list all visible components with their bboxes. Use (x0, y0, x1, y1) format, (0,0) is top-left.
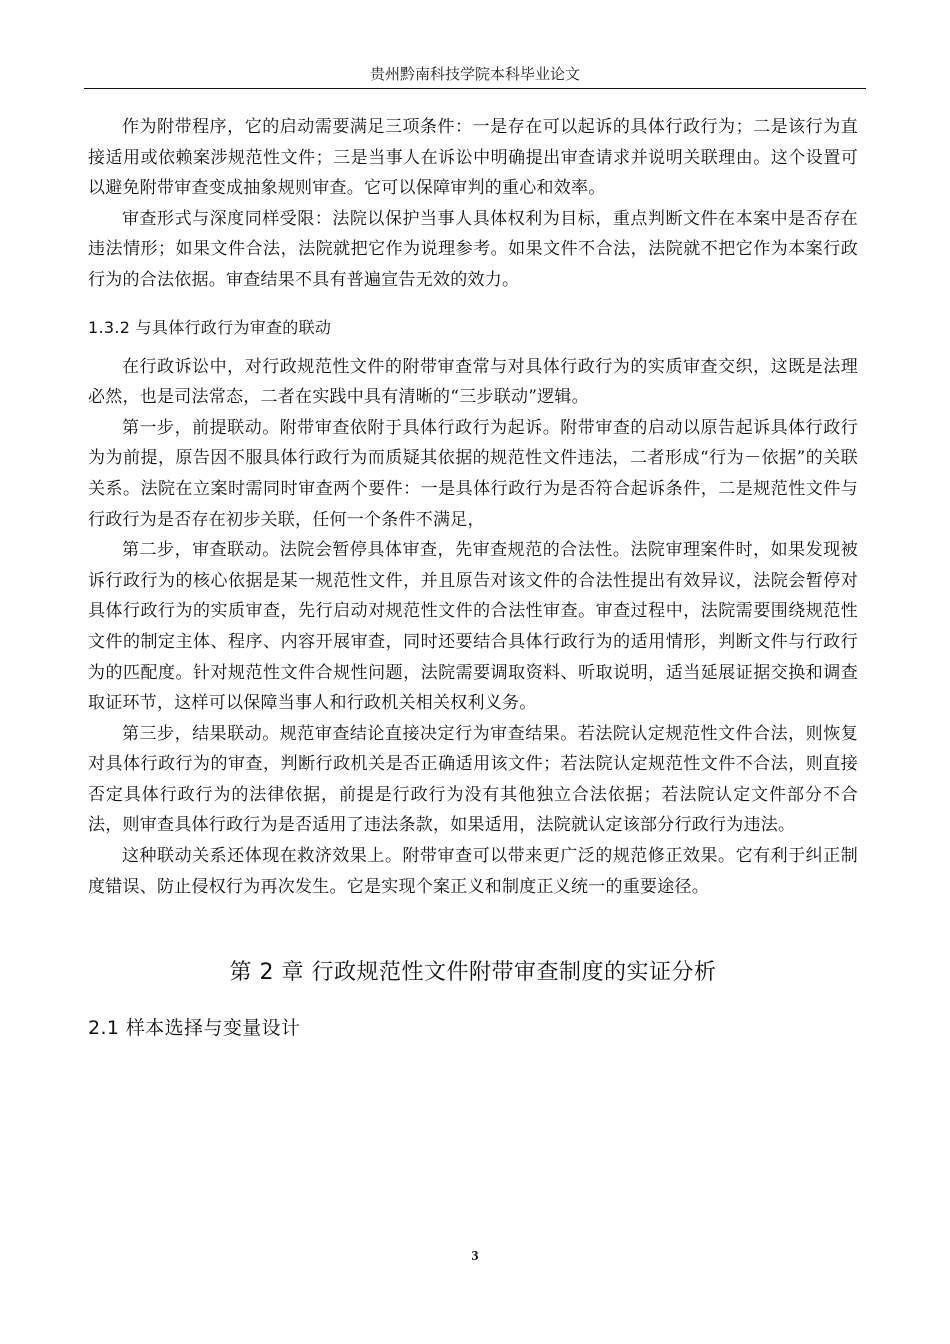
section-heading-1-3-2: 1.3.2 与具体行政行为审查的联动 (88, 317, 332, 337)
body-paragraph: 第一步，前提联动。附带审查依附于具体行政行为起诉。附带审查的启动以原告起诉具体行政行为为前提，原告因不服具体行政行为而质疑其依据的规范性文件违法，二者形成“行为－依据”的关联关系。法院在立案时需同时审查两个要件：一是具体行政行为是否符合起诉条件，二是规范性文件与行政行为是否存在初步关联，任何一个条件不满足， (88, 417, 858, 530)
chapter-heading: 第 2 章 行政规范性文件附带审查制度的实证分析 (229, 960, 717, 986)
page-number: 3 (471, 1249, 479, 1264)
body-paragraph: 第二步，审查联动。法院会暂停具体审查，先审查规范的合法性。法院审理案件时，如果发现被诉行政行为的核心依据是某一规范性文件，并且原告对该文件的合法性提出有效异议，法院会暂停对具体行政行为的实质审查，先行启动对规范性文件的合法性审查。审查过程中，法院需要围绕规范性文件的制定主体、程序、内容开展审查，同时还要结合具体行政行为的适用情形，判断文件与行政行为的匹配度。针对规范性文件合规性问题，法院需要调取资料、听取说明，适当延展证据交换和调查取证环节，这样可以保障当事人和行政机关相关权利义务。 (88, 540, 858, 714)
body-paragraph: 这种联动关系还体现在救济效果上。附带审查可以带来更广泛的规范修正效果。它有利于纠正制度错误、防止侵权行为再次发生。它是实现个案正义和制度正义统一的重要途径。 (88, 846, 858, 897)
body-paragraph: 在行政诉讼中，对行政规范性文件的附带审查常与对具体行政行为的实质审查交织，这既是法理必然，也是司法常态，二者在实践中具有清晰的“三步联动”逻辑。 (88, 356, 858, 408)
running-header: 贵州黔南科技学院本科毕业论文 (369, 65, 580, 83)
body-paragraph: 作为附带程序，它的启动需要满足三项条件：一是存在可以起诉的具体行政行为；二是该行为直接适用或依赖案涉规范性文件；三是当事人在诉讼中明确提出审查请求并说明关联理由。这个设置可以避免附带审查变成抽象规则审查。它可以保障审判的重心和效率。 (88, 117, 858, 199)
page-body (88, 112, 858, 1042)
section-heading-2-1: 2.1 样本选择与变量设计 (88, 1017, 301, 1040)
body-paragraph: 第三步，结果联动。规范审查结论直接决定行为审查结果。若法院认定规范性文件合法，则恢复对具体行政行为的审查，判断行政机关是否正确适用该文件；若法院认定规范性文件不合法，则直接否定具体行政行为的法律依据，前提是行政行为没有其他独立合法依据；若法院认定文件部分不合法，则审查具体行政行为是否适用了违法条款，如果适用，法院就认定该部分行政行为违法。 (88, 723, 858, 836)
header-divider (84, 88, 866, 89)
body-paragraph: 审查形式与深度同样受限：法院以保护当事人具体权利为目标，重点判断文件在本案中是否存在违法情形；如果文件合法，法院就把它作为说理参考。如果文件不合法，法院就不把它作为本案行政行为的合法依据。审查结果不具有普遍宣告无效的效力。 (88, 208, 858, 290)
